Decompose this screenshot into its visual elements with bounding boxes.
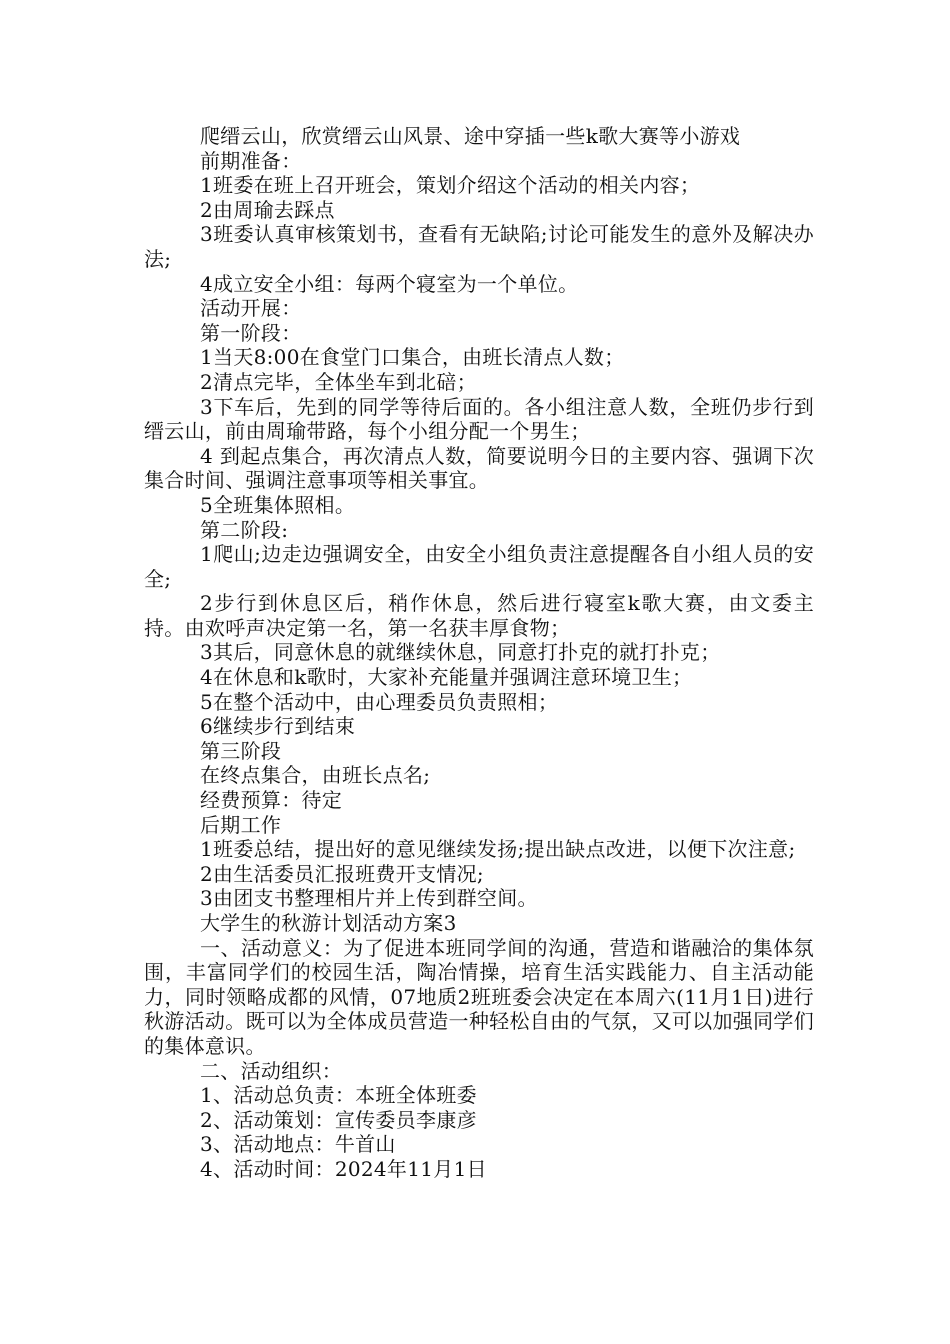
document-body bbox=[144, 124, 814, 1182]
paragraph: 2清点完毕，全体坐车到北碚； bbox=[200, 369, 477, 394]
paragraph: 3下车后，先到的同学等待后面的。各小组注意人数，全班仍步行到缙云山，前由周瑜带路，每个小组分配一个男生； bbox=[144, 394, 814, 444]
paragraph: 3由团支书整理相片并上传到群空间。 bbox=[200, 886, 538, 911]
paragraph: 2、活动策划：宣传委员李康彦 bbox=[200, 1107, 477, 1132]
paragraph: 一、活动意义：为了促进本班同学间的沟通，营造和谐融洽的集体氛围，丰富同学们的校园生活，陶冶情操，培育生活实践能力、自主活动能力，同时领略成都的风情，07地质2班班委会决定在本周六(11月1日)进行秋游活动。既可以为全体成员营造一种轻松自由的气氛，又可以加强同学们的集体意识。 bbox=[144, 935, 814, 1058]
paragraph: 1班委在班上召开班会，策划介绍这个活动的相关内容； bbox=[200, 173, 701, 198]
section-heading: 后期工作 bbox=[200, 812, 282, 837]
paragraph: 1当天8:00在食堂门口集合，由班长清点人数； bbox=[200, 345, 625, 370]
paragraph: 1班委总结，提出好的意见继续发扬;提出缺点改进，以便下次注意; bbox=[200, 837, 796, 862]
section-heading: 活动开展： bbox=[200, 296, 302, 321]
paragraph: 4在休息和k歌时，大家补充能量并强调注意环境卫生； bbox=[200, 665, 693, 690]
document-title: 大学生的秋游计划活动方案3 bbox=[200, 911, 457, 935]
paragraph: 4 到起点集合，再次清点人数，简要说明今日的主要内容、强调下次集合时间、强调注意事项等相关事宜。 bbox=[144, 443, 814, 493]
paragraph: 1、活动总负责：本班全体班委 bbox=[200, 1083, 477, 1108]
paragraph: 2步行到休息区后，稍作休息，然后进行寝室k歌大赛，由文委主持。由欢呼声决定第一名，第一名获丰厚食物； bbox=[144, 591, 814, 640]
paragraph: 前期准备： bbox=[200, 148, 302, 173]
paragraph: 2由周瑜去踩点 bbox=[200, 197, 335, 222]
paragraph: 经费预算：待定 bbox=[200, 788, 343, 813]
section-heading: 二、活动组织： bbox=[200, 1058, 343, 1083]
paragraph: 4、活动时间：2024年11月1日 bbox=[200, 1156, 487, 1181]
section-heading: 第三阶段 bbox=[200, 738, 282, 763]
section-heading: 第二阶段: bbox=[200, 517, 289, 542]
paragraph: 1爬山;边走边强调安全，由安全小组负责注意提醒各自小组人员的安全; bbox=[144, 542, 814, 591]
paragraph: 4成立安全小组：每两个寝室为一个单位。 bbox=[200, 271, 579, 296]
paragraph: 3、活动地点：牛首山 bbox=[200, 1132, 396, 1157]
paragraph: 5全班集体照相。 bbox=[200, 492, 356, 517]
paragraph: 2由生活委员汇报班费开支情况; bbox=[200, 861, 484, 886]
paragraph: 爬缙云山，欣赏缙云山风景、途中穿插一些k歌大赛等小游戏 bbox=[200, 124, 741, 148]
paragraph: 3其后，同意休息的就继续休息，同意打扑克的就打扑克； bbox=[200, 640, 721, 665]
paragraph: 在终点集合，由班长点名; bbox=[200, 763, 431, 788]
paragraph: 5在整个活动中，由心理委员负责照相； bbox=[200, 689, 559, 714]
paragraph: 6继续步行到结束 bbox=[200, 714, 356, 739]
section-heading: 第一阶段： bbox=[200, 320, 302, 345]
paragraph: 3班委认真审核策划书，查看有无缺陷;讨论可能发生的意外及解决办法; bbox=[144, 222, 814, 271]
